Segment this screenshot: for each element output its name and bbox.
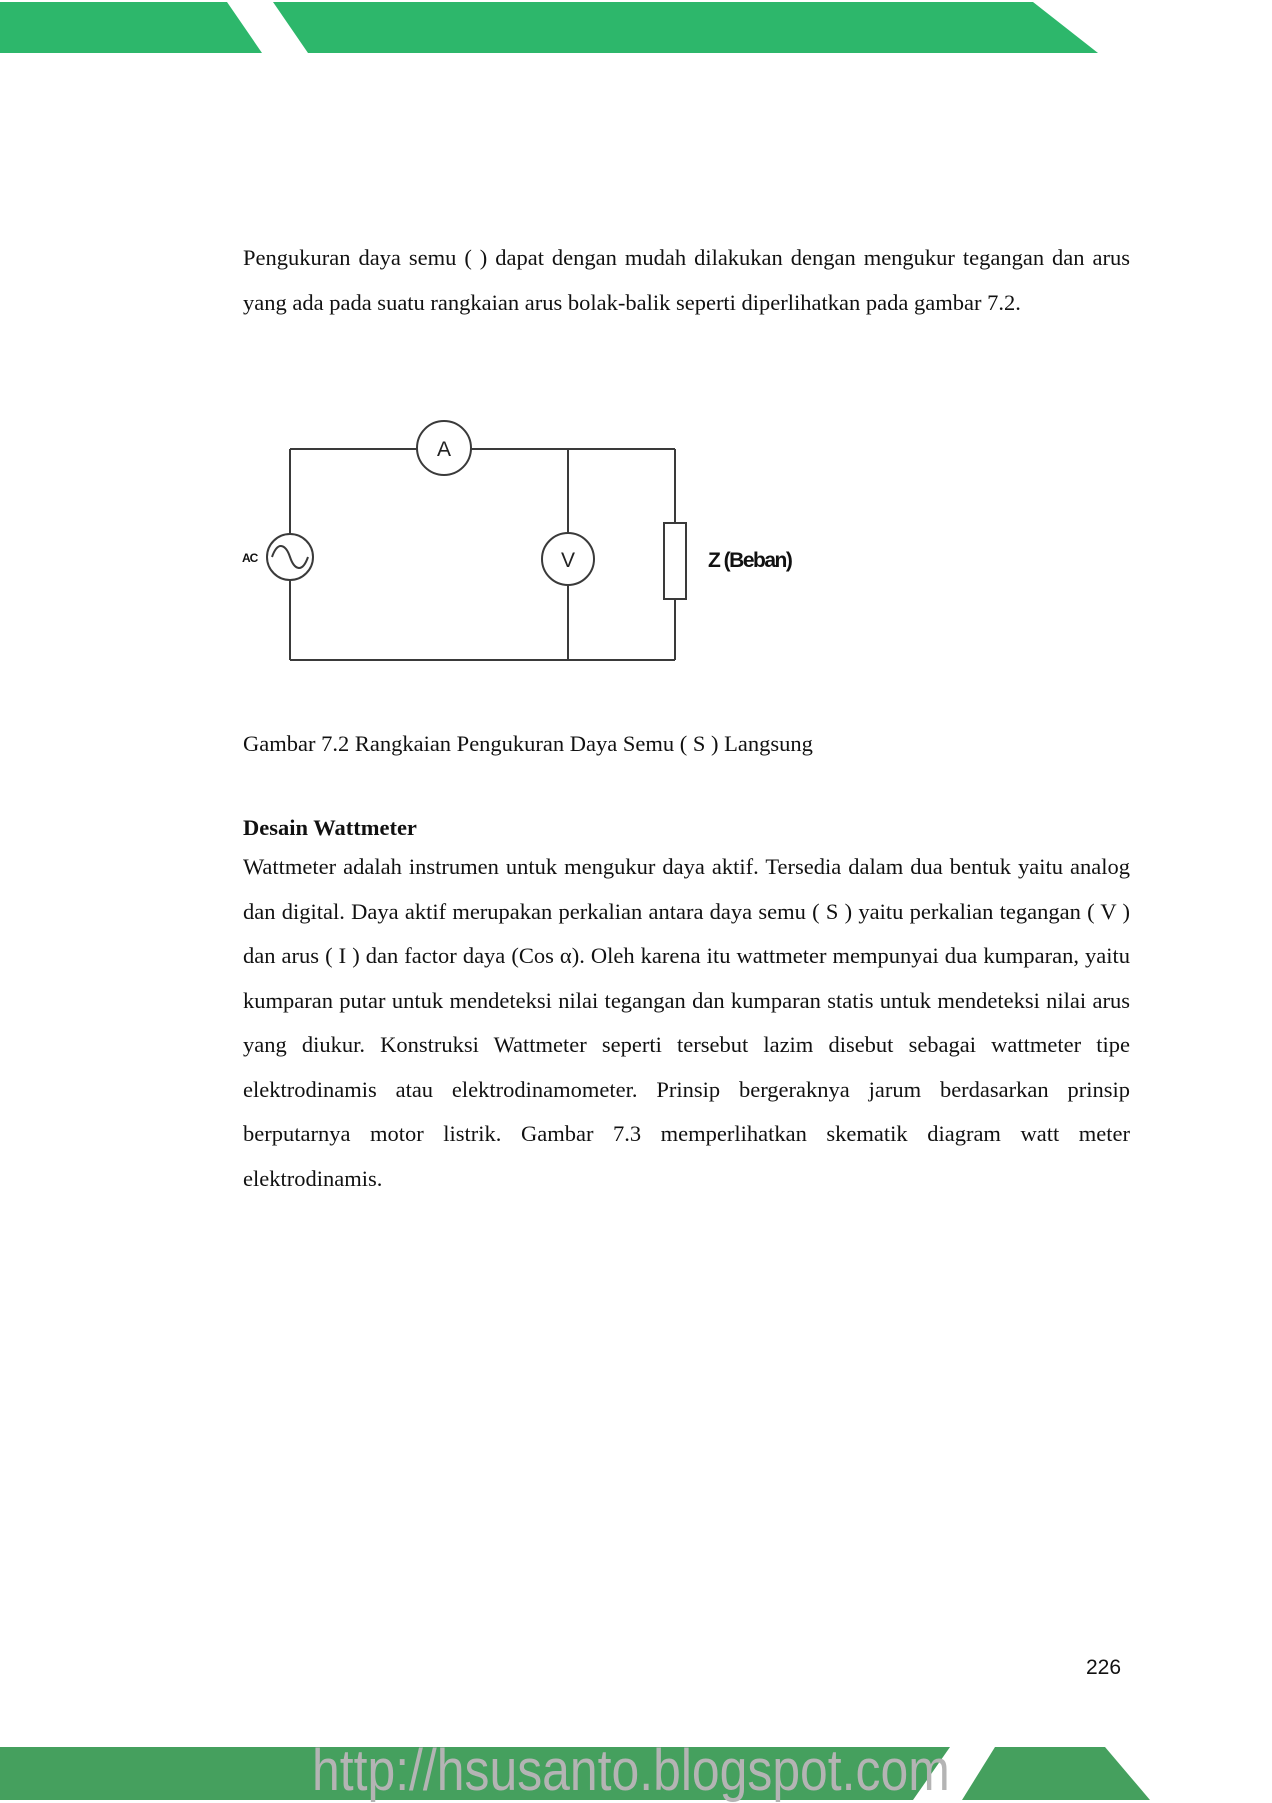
section-heading: Desain Wattmeter — [243, 815, 417, 840]
figure-caption: Gambar 7.2 Rangkaian Pengukuran Daya Semu ( S ) Langsung — [243, 731, 813, 756]
page-number: 226 — [1086, 1656, 1122, 1679]
load-impedance-symbol — [664, 523, 686, 599]
section-paragraph: Wattmeter adalah instrumen untuk mengukur daya aktif. Tersedia dalam dua bentuk yaitu analog dan digital. Daya aktif merupakan perkalian antara daya semu ( S ) yaitu perkalian tegangan ( V ) dan arus ( I ) dan factor daya (Cos α). Oleh karena itu wattmeter mempunyai dua kumparan, yaitu kumparan putar untuk mendeteksi nilai tegangan dan kumparan statis untuk mendeteksi nilai arus yang diukur. Konstruksi Wattmeter seperti tersebut lazim disebut sebagai wattmeter tipe elektrodinamis atau elektrodinamometer. Prinsip bergeraknya jarum berdasarkan prinsip berputarnya motor listrik. Gambar 7.3 memperlihatkan skematik diagram watt meter elektrodinamis. — [243, 854, 1130, 1191]
sine-wave-icon — [272, 546, 308, 568]
ammeter-label: A — [436, 438, 452, 461]
footer-band-right-segment — [962, 1747, 1150, 1800]
intro-paragraph: Pengukuran daya semu ( ) dapat dengan mudah dilakukan dengan mengukur tegangan dan arus yang ada pada suatu rangkaian arus bolak-balik seperti diperlihatkan pada gambar 7.2. — [243, 245, 1130, 315]
watermark-url: http://hsusanto.blogspot.com — [312, 1738, 950, 1803]
voltmeter-label: V — [560, 549, 576, 572]
ac-source-label: AC — [242, 551, 258, 565]
load-label: Z (Beban) — [708, 549, 792, 572]
